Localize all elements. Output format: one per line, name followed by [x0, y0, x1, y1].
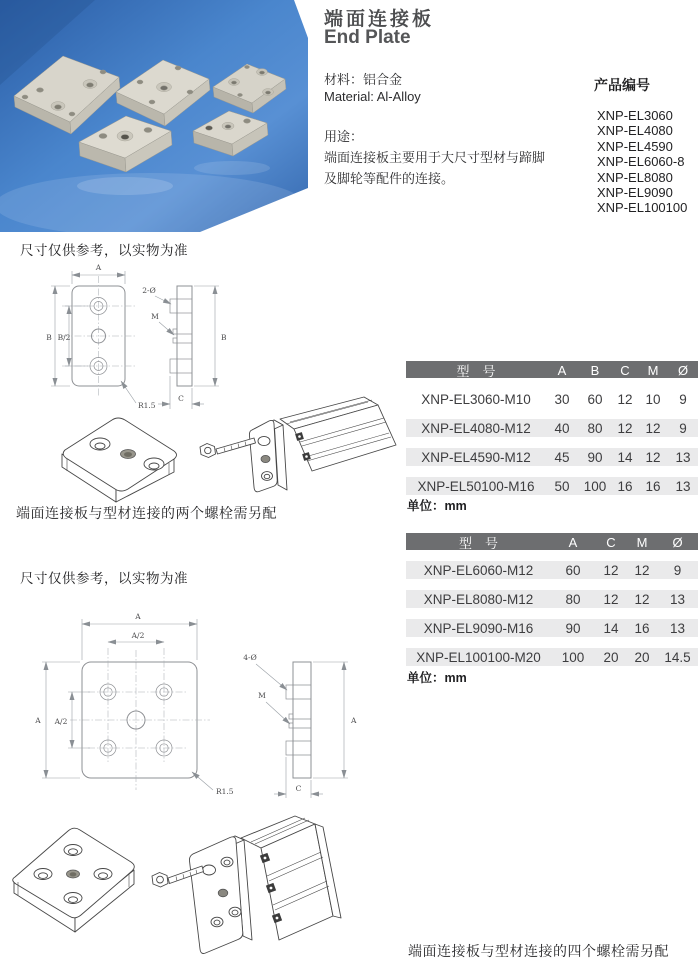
caption-four-bolts: 端面连接板与型材连接的四个螺栓需另配 — [408, 943, 669, 959]
cell-m: 12 — [634, 562, 650, 578]
col-header-model: 型 号 — [458, 536, 498, 551]
cell-model: XNP-EL6060-M12 — [423, 562, 534, 578]
product-code: XNP-EL3060 — [597, 108, 673, 123]
cell-model: XNP-EL8080-M12 — [423, 591, 534, 607]
cell-m: 20 — [634, 649, 650, 665]
iso-plate-3hole — [62, 418, 177, 502]
cell-model: XNP-EL3060-M10 — [421, 391, 531, 407]
usage-block — [324, 126, 545, 189]
table-row — [406, 590, 698, 608]
product-code: XNP-EL4590 — [597, 138, 673, 154]
iso-drawing-4bolt — [5, 806, 425, 972]
dim-label-a-half-left: A/2 — [54, 717, 68, 726]
side-view — [170, 286, 192, 386]
cell-dia: 13 — [669, 620, 686, 636]
product-code: XNP-EL8080 — [597, 169, 673, 185]
thread-label: M — [258, 691, 266, 700]
table-row — [406, 648, 698, 666]
size-note-2: 尺寸仅供参考，以实物为准 — [20, 571, 188, 586]
cell-dia: 13 — [675, 478, 691, 494]
dim-label-b-half: B/2 — [57, 333, 71, 342]
table-row — [406, 561, 698, 579]
cell-m: 12 — [634, 591, 650, 607]
cell-a: 50 — [554, 478, 570, 494]
spec-table-rect-plates — [406, 361, 698, 495]
table-row — [406, 390, 698, 408]
usage-line-2: 及脚轮等配件的连接。 — [324, 171, 455, 186]
table-row — [406, 477, 698, 495]
cell-dia: 13 — [675, 449, 691, 465]
cell-m: 16 — [634, 620, 650, 636]
cell-b: 90 — [587, 449, 603, 465]
col-header-dia: Ø — [677, 363, 689, 378]
cell-a: 45 — [554, 449, 570, 465]
cell-m: 12 — [645, 449, 661, 465]
dim-label-a-top: A — [135, 612, 141, 621]
holes-label: 4-Ø — [243, 653, 257, 662]
dim-label-a-right: A — [351, 716, 357, 725]
col-header-b: B — [590, 363, 600, 378]
cell-a: 60 — [565, 562, 581, 578]
cell-a: 90 — [565, 620, 581, 636]
table-header-row — [406, 361, 698, 378]
cell-model: XNP-EL50100-M16 — [417, 478, 535, 494]
cell-m: 16 — [645, 478, 661, 494]
side-view — [286, 662, 311, 778]
size-note-1: 尺寸仅供参考，以实物为准 — [20, 243, 188, 258]
col-header-a: A — [557, 363, 567, 378]
iso-plate-5hole — [13, 828, 135, 932]
table-row — [406, 419, 698, 437]
dim-label-a-left: A — [35, 716, 41, 725]
product-photo — [0, 0, 308, 232]
cell-m: 10 — [645, 391, 661, 407]
col-header-m: M — [636, 535, 648, 550]
holes-label: 2-Ø — [142, 286, 156, 295]
dim-label-c: C — [295, 784, 302, 793]
cell-c: 12 — [617, 420, 633, 436]
col-header-a: A — [568, 535, 578, 550]
product-code: XNP-EL4080 — [597, 123, 673, 139]
cell-c: 14 — [617, 449, 633, 465]
page-title-en: End Plate — [324, 27, 411, 48]
cell-a: 100 — [561, 649, 585, 665]
col-header-dia: Ø — [672, 535, 683, 550]
table-row — [406, 619, 698, 637]
table-row — [406, 448, 698, 466]
cell-dia: 13 — [669, 591, 686, 607]
cell-b: 100 — [583, 478, 607, 494]
radius-label: R1.5 — [216, 787, 234, 796]
cell-dia: 9 — [679, 391, 687, 407]
usage-line-1: 端面连接板主要用于大尺寸型材与蹄脚 — [324, 150, 546, 165]
product-code: XNP-EL6060-8 — [597, 154, 685, 170]
product-code-heading: 产品编号 — [594, 77, 650, 93]
cell-c: 16 — [617, 478, 633, 494]
assembly-4bolt — [152, 816, 341, 954]
spec-table-square-plates — [406, 533, 698, 666]
product-code-list — [597, 108, 687, 216]
cell-c: 12 — [617, 391, 633, 407]
cell-a: 40 — [554, 420, 570, 436]
cell-a: 30 — [554, 391, 570, 407]
dim-label-b-right: B — [221, 333, 227, 342]
col-header-c: C — [606, 535, 616, 550]
cell-model: XNP-EL4590-M12 — [421, 449, 531, 465]
thread-label: M — [151, 312, 159, 321]
unit-note-1: 单位：mm — [407, 499, 467, 513]
caption-two-bolts: 端面连接板与型材连接的两个螺栓需另配 — [16, 505, 277, 521]
radius-label: R1.5 — [138, 401, 156, 410]
cell-b: 60 — [587, 391, 603, 407]
cell-dia: 9 — [679, 420, 687, 436]
cell-c: 20 — [603, 649, 619, 665]
cell-a: 80 — [565, 591, 581, 607]
cell-model: XNP-EL9090-M16 — [423, 620, 534, 636]
page-title-zh: 端面连接板 — [324, 9, 435, 30]
cell-dia: 9 — [673, 562, 682, 578]
dim-label-b: B — [46, 333, 52, 342]
cell-c: 12 — [603, 591, 619, 607]
front-view — [62, 276, 135, 397]
dimension-drawing-4bolt — [28, 590, 388, 802]
unit-note-2: 单位：mm — [407, 671, 467, 685]
material-block — [324, 71, 421, 105]
cell-b: 80 — [587, 420, 603, 436]
product-code: XNP-EL9090 — [597, 185, 673, 201]
cell-c: 12 — [603, 562, 619, 578]
cell-c: 14 — [603, 620, 619, 636]
dim-label-a: A — [95, 263, 102, 272]
product-code: XNP-EL100100 — [597, 200, 688, 216]
dim-label-c: C — [178, 394, 184, 403]
bolt — [200, 438, 256, 458]
col-header-model: 型 号 — [456, 364, 496, 379]
front-view — [70, 648, 210, 790]
assembly-2bolt — [200, 397, 396, 492]
cell-dia: 14.5 — [664, 649, 691, 665]
table-header-row — [406, 533, 698, 550]
usage-label: 用途： — [324, 129, 364, 144]
col-header-m: M — [647, 363, 659, 378]
dim-label-a-half-top: A/2 — [131, 631, 145, 640]
col-header-c: C — [620, 363, 630, 378]
cell-m: 12 — [645, 420, 661, 436]
cell-model: XNP-EL100100-M20 — [416, 649, 541, 665]
material-zh: 材料：铝合金 — [324, 72, 403, 87]
material-en: Material: Al-Alloy — [324, 89, 421, 104]
cell-model: XNP-EL4080-M12 — [421, 420, 531, 436]
iso-drawing-2bolt — [28, 393, 400, 517]
